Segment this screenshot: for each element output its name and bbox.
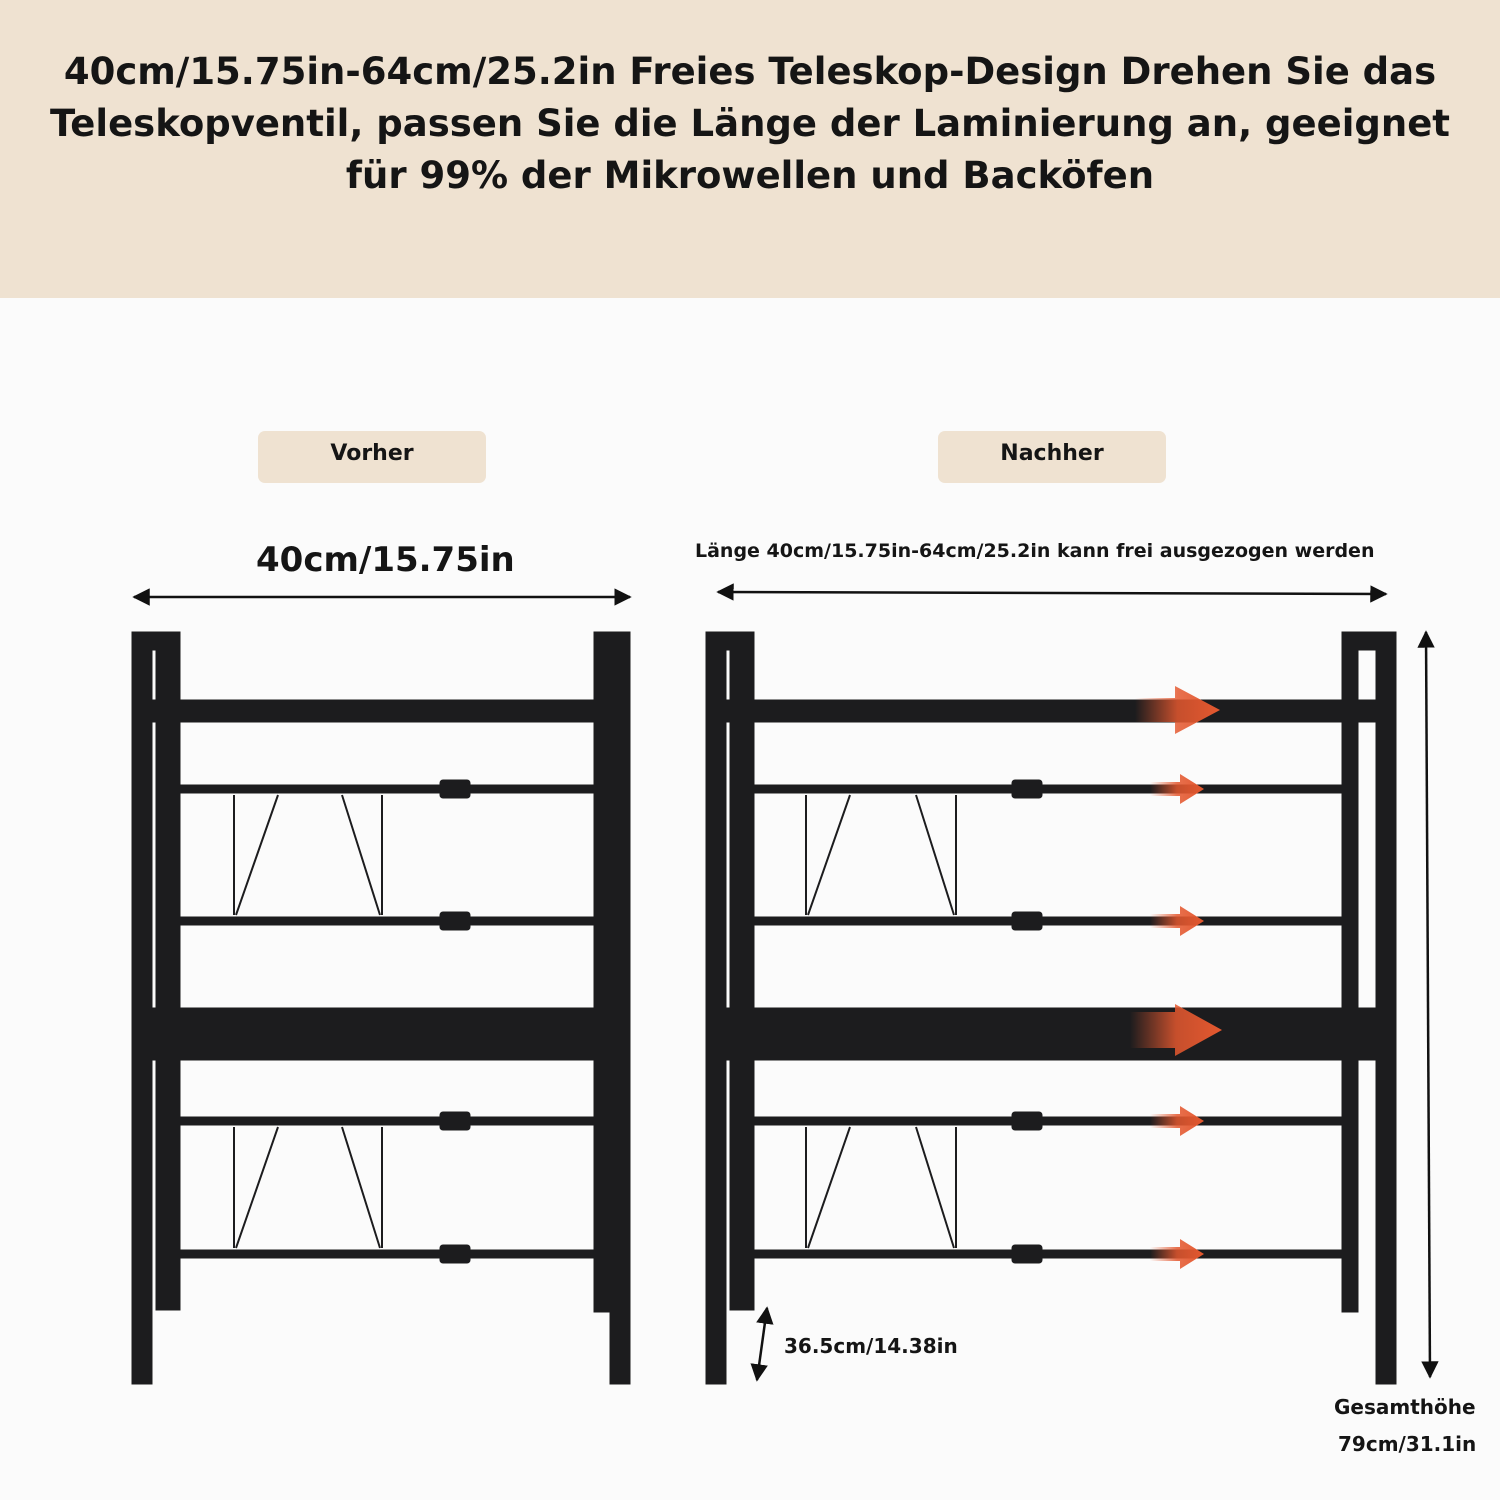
extend-arrow [1150, 774, 1204, 804]
top-cap [594, 632, 630, 650]
bar [180, 917, 594, 925]
joint [1012, 912, 1042, 930]
mid-shelf [152, 1008, 610, 1060]
bar [180, 785, 594, 793]
joint [1012, 780, 1042, 798]
post [1342, 632, 1358, 1312]
post [156, 632, 180, 1310]
bar [180, 1250, 594, 1258]
joint [440, 1112, 470, 1130]
rack-after [706, 632, 1396, 1384]
after-length-label: Länge 40cm/15.75in-64cm/25.2in kann frei ausgezogen werden [695, 540, 1375, 562]
top-cap [706, 632, 754, 650]
before-label: Vorher [258, 431, 486, 483]
post [132, 632, 152, 1384]
brace [806, 795, 956, 915]
bar [180, 1117, 594, 1125]
total-height-label: Gesamthöhe [1334, 1395, 1476, 1419]
top-shelf [152, 700, 610, 722]
brace [234, 1127, 382, 1248]
post [1376, 632, 1396, 1384]
post [594, 632, 610, 1312]
joint [440, 1245, 470, 1263]
brace [806, 1127, 956, 1248]
top-shelf [726, 700, 1376, 722]
headline: 40cm/15.75in-64cm/25.2in Freies Teleskop-Design Drehen Sie das Teleskopventil, passen Sie die Länge der Laminierung an, geeignet für 99% der Mikrowellen und Backöfen [49, 50, 1450, 197]
extend-arrow [1150, 906, 1204, 936]
post [706, 632, 726, 1384]
top-cap [132, 632, 180, 650]
joint [440, 912, 470, 930]
mid-shelf [726, 1008, 1376, 1060]
top-cap [1342, 632, 1396, 650]
brace [234, 795, 382, 915]
joint [1012, 1245, 1042, 1263]
extension-arrows [1130, 686, 1222, 1269]
rack-before [132, 632, 630, 1384]
after-label: Nachher [938, 431, 1166, 483]
extend-arrow [1150, 1239, 1204, 1269]
extend-arrow [1150, 1106, 1204, 1136]
post [610, 632, 630, 1384]
total-height-value: 79cm/31.1in [1338, 1432, 1477, 1456]
before-width-label: 40cm/15.75in [256, 540, 515, 580]
extend-arrow [1135, 686, 1220, 734]
joint [1012, 1112, 1042, 1130]
bar [754, 785, 1342, 793]
leg-height-label: 36.5cm/14.38in [784, 1334, 958, 1358]
bar [754, 1250, 1342, 1258]
joint [440, 780, 470, 798]
after-length-arrow [718, 592, 1386, 594]
post [730, 632, 754, 1310]
bar [754, 917, 1342, 925]
leg-height-arrow [757, 1308, 767, 1380]
bar [754, 1117, 1342, 1125]
total-height-arrow [1426, 632, 1430, 1377]
